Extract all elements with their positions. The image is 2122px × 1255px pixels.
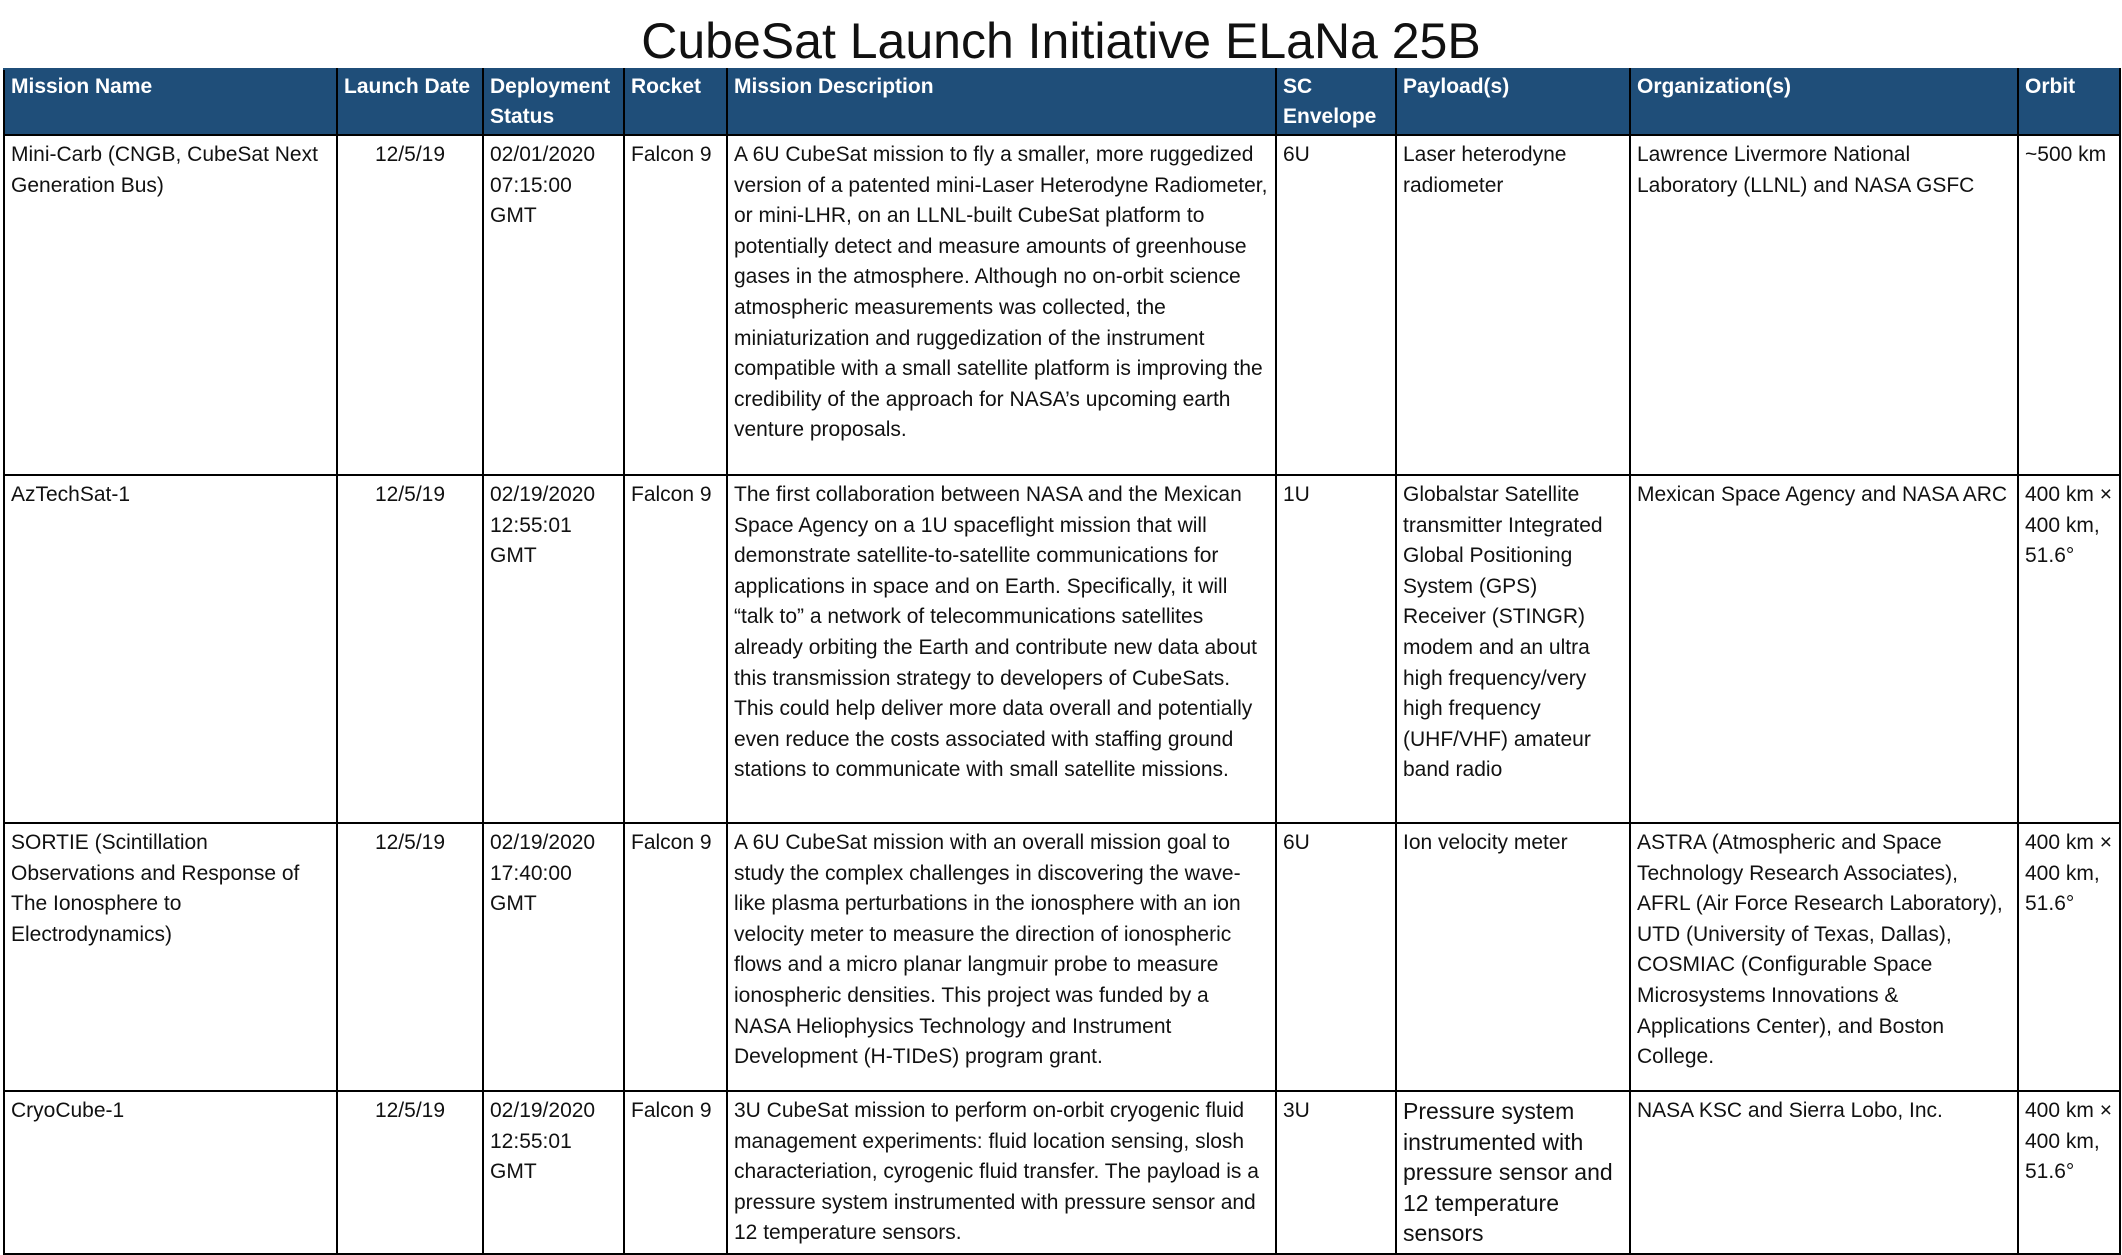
table-row (4, 823, 2120, 1091)
deployment-status-cell: 02/19/2020 17:40:00 GMT (483, 823, 624, 1091)
col-header-mission-description: Mission Description (727, 69, 1276, 135)
sc-envelope-cell: 3U (1276, 1091, 1396, 1254)
table-row (4, 135, 2120, 475)
col-header-orbit: Orbit (2018, 69, 2120, 135)
rocket-cell: Falcon 9 (624, 823, 727, 1091)
rocket-cell: Falcon 9 (624, 135, 727, 475)
launch-date-cell: 12/5/19 (337, 823, 483, 1091)
payloads-cell: Pressure system instrumented with pressure sensor and 12 temperature sensors (1396, 1091, 1630, 1254)
sc-envelope-cell: 6U (1276, 135, 1396, 475)
col-header-rocket: Rocket (624, 69, 727, 135)
rocket-cell: Falcon 9 (624, 1091, 727, 1254)
orbit-cell: ~500 km (2018, 135, 2120, 475)
col-header-launch-date: Launch Date (337, 69, 483, 135)
col-header-mission-name: Mission Name (4, 69, 337, 135)
orbit-cell: 400 km × 400 km, 51.6° (2018, 475, 2120, 823)
col-header-payloads: Payload(s) (1396, 69, 1630, 135)
deployment-status-cell: 02/19/2020 12:55:01 GMT (483, 475, 624, 823)
mission-description-cell: A 6U CubeSat mission with an overall mission goal to study the complex challenges in discovering the wave-like plasma perturbations in the ionosphere with an ion velocity meter to measure the direction of ionospheric flows and a micro planar langmuir probe to measure ionospheric densities. This project was funded by a NASA Heliophysics Technology and Instrument Development (H-TIDeS) program grant. (727, 823, 1276, 1091)
header-row (4, 69, 2120, 135)
launch-date-cell: 12/5/19 (337, 475, 483, 823)
launch-date-cell: 12/5/19 (337, 135, 483, 475)
payloads-cell: Laser heterodyne radiometer (1396, 135, 1630, 475)
col-header-deployment-status: Deployment Status (483, 69, 624, 135)
page-title: CubeSat Launch Initiative ELaNa 25B (641, 13, 1481, 69)
sc-envelope-cell: 6U (1276, 823, 1396, 1091)
rocket-cell: Falcon 9 (624, 475, 727, 823)
col-header-organizations: Organization(s) (1630, 69, 2018, 135)
mission-name-cell: SORTIE (Scintillation Observations and Response of The Ionosphere to Electrodynamics) (4, 823, 337, 1091)
col-header-sc-envelope: SC Envelope (1276, 69, 1396, 135)
organizations-cell: ASTRA (Atmospheric and Space Technology Research Associates), AFRL (Air Force Research Laboratory), UTD (University of Texas, Dallas), COSMIAC (Configurable Space Microsystems Innovations & Applications Center), and Boston College. (1630, 823, 2018, 1091)
mission-name-cell: AzTechSat-1 (4, 475, 337, 823)
launch-date-cell: 12/5/19 (337, 1091, 483, 1254)
sc-envelope-cell: 1U (1276, 475, 1396, 823)
payloads-cell: Globalstar Satellite transmitter Integrated Global Positioning System (GPS) Receiver (STINGR) modem and an ultra high frequency/very high frequency (UHF/VHF) amateur band radio (1396, 475, 1630, 823)
missions-table (3, 68, 2121, 1255)
deployment-status-cell: 02/01/2020 07:15:00 GMT (483, 135, 624, 475)
table-row (4, 475, 2120, 823)
organizations-cell: Mexican Space Agency and NASA ARC (1630, 475, 2018, 823)
table-row (4, 1091, 2120, 1254)
organizations-cell: Lawrence Livermore National Laboratory (LLNL) and NASA GSFC (1630, 135, 2018, 475)
orbit-cell: 400 km × 400 km, 51.6° (2018, 823, 2120, 1091)
orbit-cell: 400 km × 400 km, 51.6° (2018, 1091, 2120, 1254)
mission-description-cell: The first collaboration between NASA and the Mexican Space Agency on a 1U spaceflight mission that will demonstrate satellite-to-satellite communications for applications in space and on Earth. Specifically, it will “talk to” a network of telecommunications satellites already orbiting the Earth and contribute new data about this transmission strategy to developers of CubeSats. This could help deliver more data overall and potentially even reduce the costs associated with staffing ground stations to communicate with small satellite missions. (727, 475, 1276, 823)
organizations-cell: NASA KSC and Sierra Lobo, Inc. (1630, 1091, 2018, 1254)
mission-name-cell: CryoCube-1 (4, 1091, 337, 1254)
mission-description-cell: A 6U CubeSat mission to fly a smaller, more ruggedized version of a patented mini-Laser Heterodyne Radiometer, or mini-LHR, on an LLNL-built CubeSat platform to potentially detect and measure amounts of greenhouse gases in the atmosphere. Although no on-orbit science atmospheric measurements was collected, the miniaturization and ruggedization of the instrument compatible with a small satellite platform is improving the credibility of the approach for NASA’s upcoming earth venture proposals. (727, 135, 1276, 475)
deployment-status-cell: 02/19/2020 12:55:01 GMT (483, 1091, 624, 1254)
payloads-cell: Ion velocity meter (1396, 823, 1630, 1091)
mission-description-cell: 3U CubeSat mission to perform on-orbit cryogenic fluid management experiments: fluid location sensing, slosh characteriation, cyrogenic fluid transfer. The payload is a pressure system instrumented with pressure sensor and 12 temperature sensors. (727, 1091, 1276, 1254)
mission-name-cell: Mini-Carb (CNGB, CubeSat Next Generation Bus) (4, 135, 337, 475)
